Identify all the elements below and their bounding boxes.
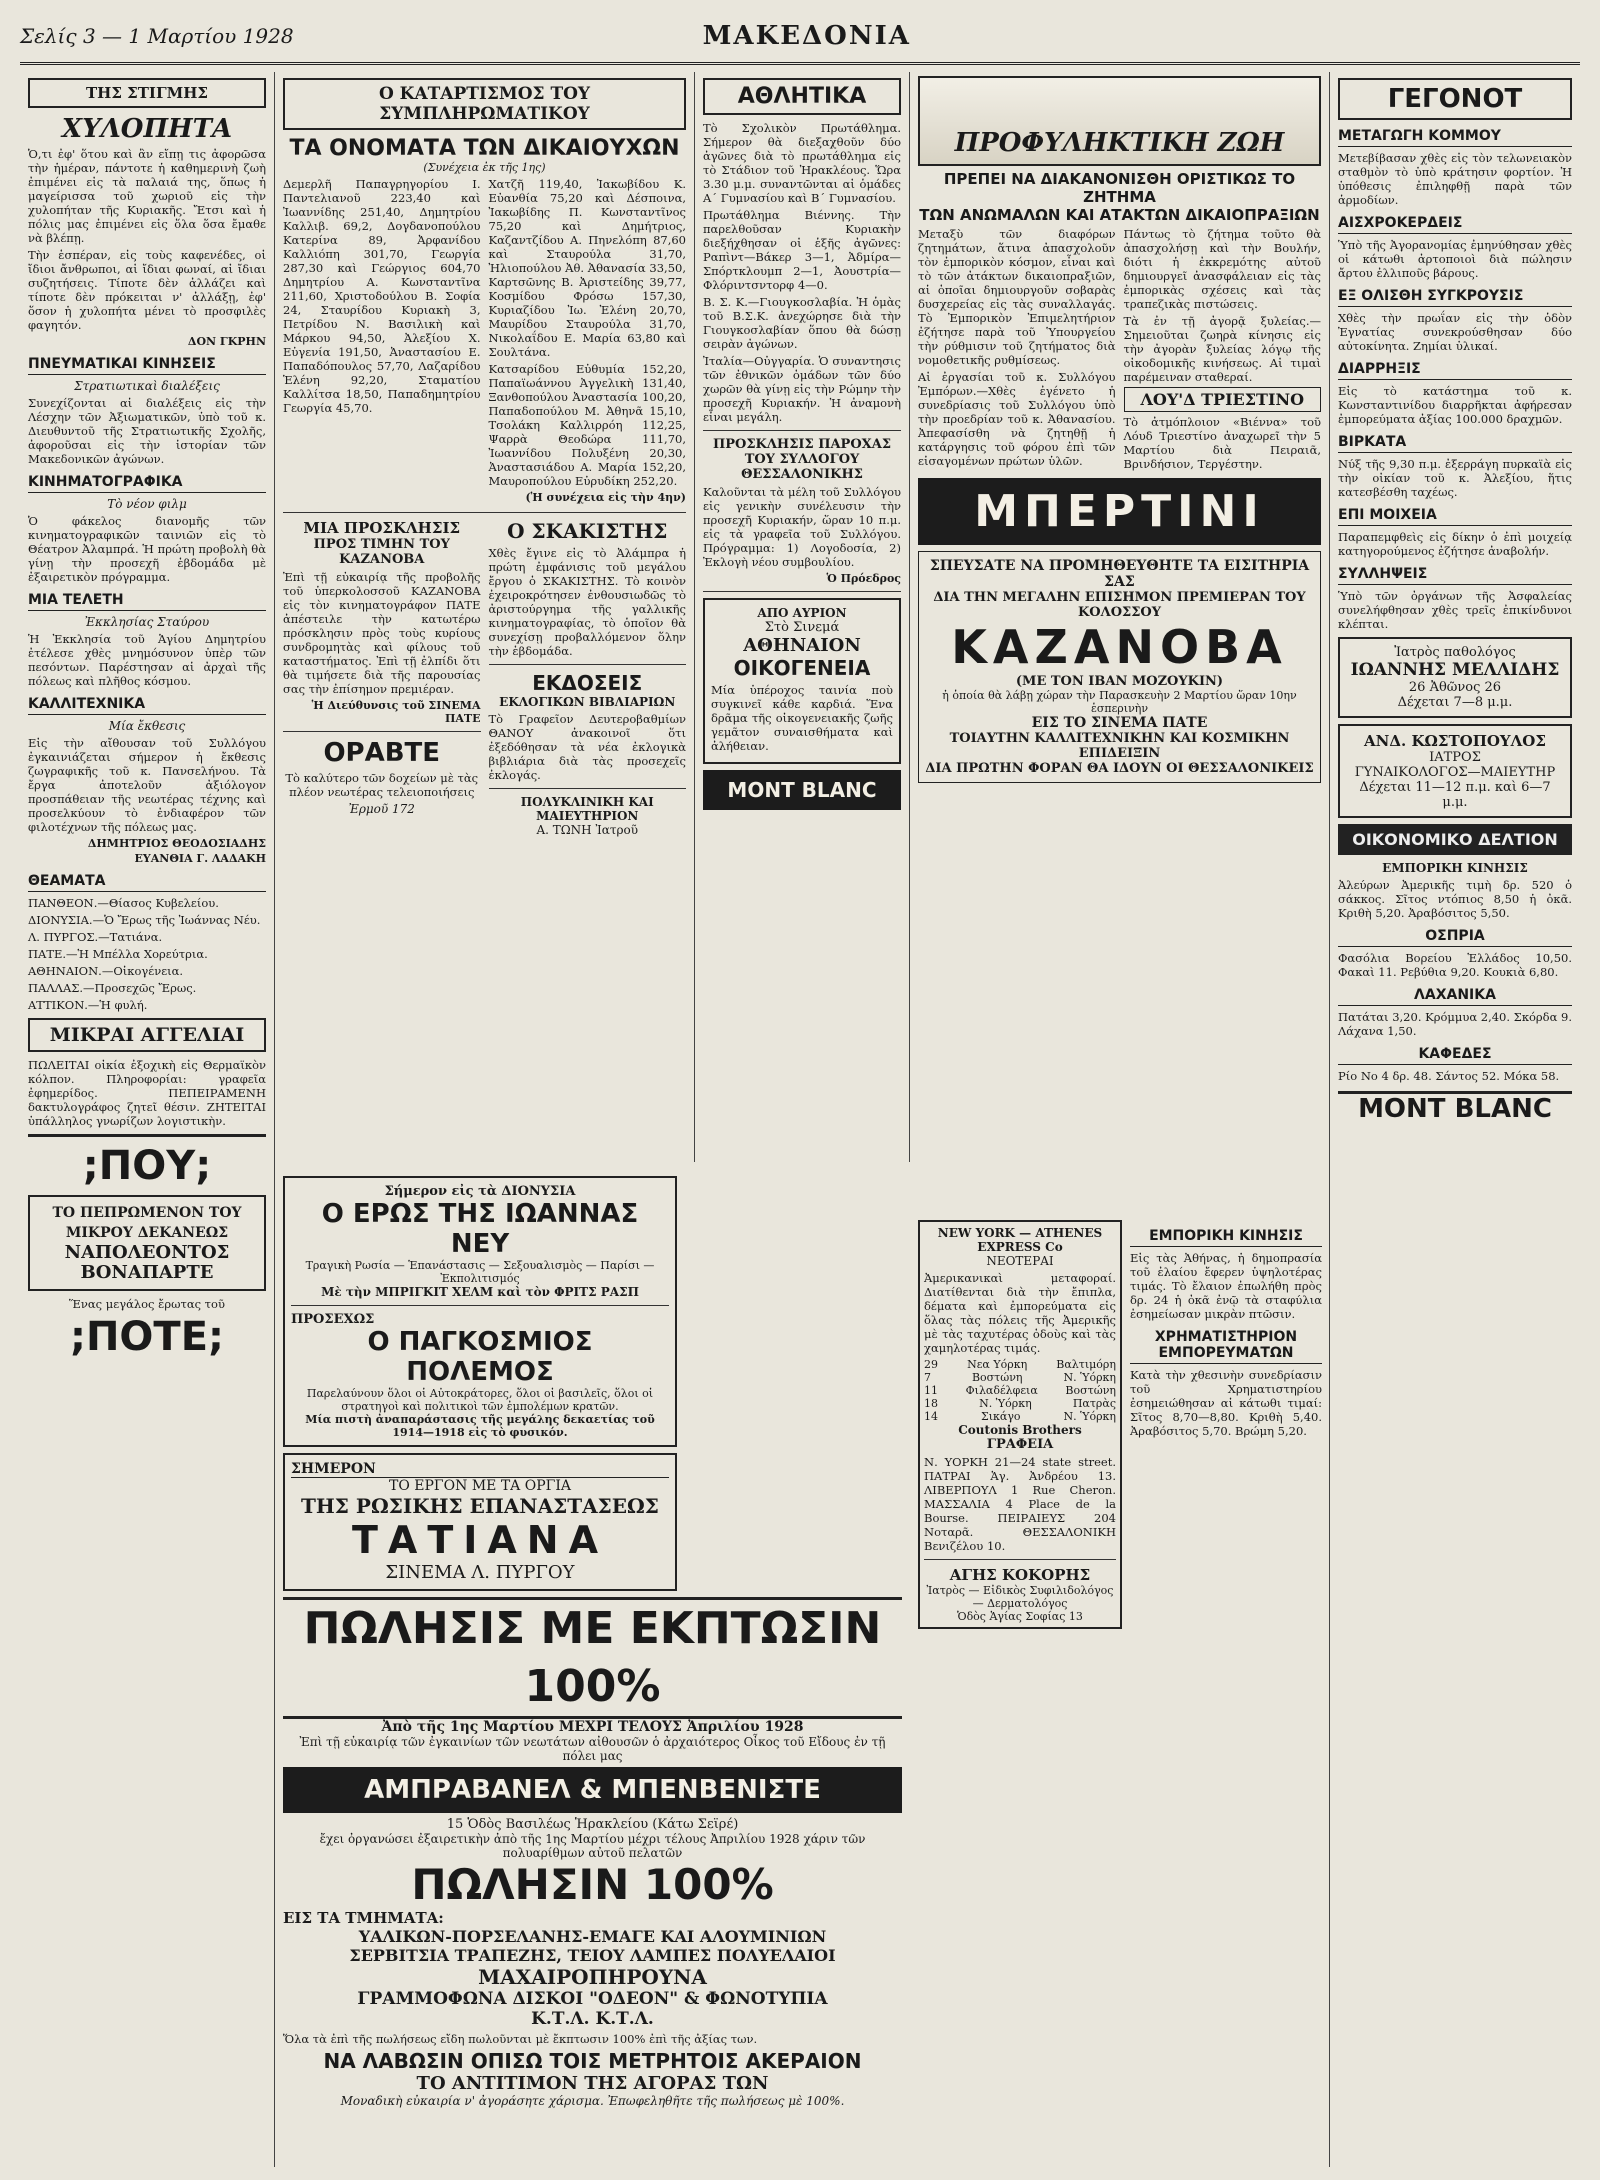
headline-dikaiouchoi: ΤΑ ΟΝΟΜΑΤΑ ΤΩΝ ΔΙΚΑΙΟΥΧΩΝ (289, 136, 680, 161)
ad-line: ΔΙΑ ΠΡΩΤΗΝ ΦΟΡΑΝ ΘΑ ΙΔΟΥΝ ΟΙ ΘΕΣΣΑΛΟΝΙΚΕΙΣ (925, 761, 1314, 776)
express-sub: ΝΕΟΤΕΡΑΙ (986, 1254, 1054, 1268)
ad-line: ΒΟΝΑΠΑΡΤΕ (80, 1262, 214, 1283)
ad-line: Τραγικὴ Ρωσία — Ἑπανάστασις — Σεξουαλισμὸς — Παρίσι — Ἐκπολιτισμός (305, 1259, 655, 1285)
newspaper-title: ΜΑΚΕΔΟΝΙΑ (702, 21, 911, 51)
ad-line: ΙΩΑΝΝΗΣ ΜΕΛΛΙΔΗΣ (1350, 660, 1560, 680)
department-item: ΥΑΛΙΚΩΝ-ΠΟΡΣΕΛΑΝΗΣ-ΕΜΑΓΕ ΚΑΙ ΑΛΟΥΜΙΝΙΩΝ (358, 1927, 827, 1946)
department-item: ΣΕΡΒΙΤΣΙΑ ΤΡΑΠΕΖΗΣ, ΤΕΙΟΥ ΛΑΜΠΕΣ ΠΟΛΥΕΛΑΙΟΙ (349, 1946, 836, 1965)
sale-headline: ΠΩΛΗΣΙΣ ΜΕ ΕΚΠΤΩΣΙΝ 100% (283, 1597, 902, 1719)
signature: Ἡ Διεύθυνσις τοῦ ΣΙΝΕΜΑ ΠΑΤΕ (311, 699, 481, 725)
column-3 (695, 72, 910, 1162)
headline-syllogos: ΠΡΟΣΚΛΗΣΙΣ ΠΑΡΟΧΑΣ ΤΟΥ ΣΥΛΛΟΓΟΥ ΘΕΣΣΑΛΟΝΙΚΗΣ (712, 437, 892, 482)
ad-pou-heading: ;ΠΟΥ; (82, 1143, 212, 1189)
sale-dates: Ἀπὸ τῆς 1ης Μαρτίου ΜΕΧΡΙ ΤΕΛΟΥΣ Ἀπριλίου 1928 (381, 1719, 804, 1735)
section-subheading: Τὸ νέον φιλμ (107, 497, 187, 511)
sailing-row: 29 Νεα Υόρκη Βαλτιμόρη (924, 1358, 1116, 1371)
shop-footer: Μοναδικὴ εὐκαιρία ν' ἀγοράσητε χάρισμα. Ἐπωφεληθῆτε τῆς πωλήσεως μὲ 100%. (340, 2094, 845, 2108)
ad-text: Τὸ καλύτερο τῶν δοχείων μὲ τὰς πλέον νεωτέρας τελειοποιήσεις (285, 771, 479, 799)
section-heading: ΠΝΕΥΜΑΤΙΚΑΙ ΚΙΝΗΣΕΙΣ (28, 356, 266, 375)
section-heading: ΚΙΝΗΜΑΤΟΓΡΑΦΙΚΑ (28, 474, 266, 493)
ad-line: 26 Ἀθῶνος 26 (1408, 680, 1502, 695)
section-heading: ΘΕΑΜΑΤΑ (28, 873, 266, 892)
article-text: Δεμερλῆ Παπαγρηγορίου Ι. Παντελιανοῦ 223,40 καὶ Ἰωαννίδης 251,40, Δημητρίου Καλλιβ. 69,2, Δογδανοπούλου Κατερίνα 89, Ἀρφανίδου Καλλιόπη 301,70, Γεωργία 287,30 καὶ Γεώργιος 604,70 Δημητρίου Α. Κωνσταντῖνα 211,60, Χριστοδούλου Β. Σοφία 24, Σταυρίδου Κυριακὴ 3, Πετρίδου Ν. Βασιλικὴ καὶ Μάρκου 94,50, Ἀλεξίου Χ. Εὐγενία 191,50, Ἀναστασίου Ε. Παπαδόπουλος 57,70, Λαζαρίδου Ἑλένη 92,20, Σταματίου Καλλίτσα 18,50, Παπαδημητρίου Γεωργία 45,70. (283, 177, 481, 415)
theater-listing: ΠΑΤΕ.—Ἡ Μπέλλα Χορεύτρια. (28, 947, 208, 961)
section-heading: ΕΜΠΟΡΙΚΗ ΚΙΝΗΣΙΣ (1130, 1228, 1322, 1247)
shop-departments-label: ΕΙΣ ΤΑ ΤΜΗΜΑΤΑ: (283, 1909, 444, 1927)
ad-line: ΕΙΣ ΤΟ ΣΙΝΕΜΑ ΠΑΤΕ (1031, 715, 1208, 731)
lower-ads-block (275, 1170, 910, 2170)
ad-film-title: Ο ΠΑΓΚΟΣΜΙΟΣ ΠΟΛΕΜΟΣ (367, 1327, 593, 1387)
article-text: Κατὰ τὴν χθεσινὴν συνεδρίασιν τοῦ Χρηματιστηρίου ἐσημειώθησαν αἱ κάτωθι τιμαί: Σῖτος 8,70—8,80. Κριθὴ 5,40. Ἀραβόσιτος 5,70. Βρώμη 5,20. (1130, 1368, 1322, 1438)
ad-line: Μία πιστὴ ἀναπαράστασις τῆς μεγάλης δεκαετίας τοῦ 1914—1918 εἰς τὸ φυσικόν. (305, 1413, 655, 1439)
ad-label: ΠΡΟΣΕΧΩΣ (291, 1312, 375, 1327)
masthead (20, 10, 1580, 65)
section-heading: ΧΡΗΜΑΤΙΣΤΗΡΙΟΝ ΕΜΠΟΡΕΥΜΑΤΩΝ (1130, 1329, 1322, 1364)
signature: Ὁ Πρόεδρος (826, 572, 901, 585)
ad-line: ΤΟΙΑΥΤΗΝ ΚΑΛΛΙΤΕΧΝΙΚΗΝ ΚΑΙ ΚΟΣΜΙΚΗΝ ΕΠΙΔΕΙΞΙΝ (949, 731, 1290, 761)
article-text: Πατάται 3,20. Κρόμμυα 2,40. Σκόρδα 9. Λάχανα 1,50. (1338, 1010, 1573, 1038)
ad-lloyd: ΛΟΥ'Δ ΤΡΙΕΣΤΙΝΟ (1124, 387, 1322, 412)
section-heading: ΑΙΣΧΡΟΚΕΡΔΕΙΣ (1338, 215, 1572, 234)
headline-prosklisis: ΜΙΑ ΠΡΟΣΚΛΗΣΙΣ (303, 519, 461, 537)
doctor-ad-mellidis (1338, 637, 1572, 718)
article-text: Αἱ ἐργασίαι τοῦ κ. Συλλόγου Ἐμπόρων.—Χθὲς ἐγένετο ἡ συνεδρίασις τοῦ Συλλόγου ὑπὸ τὴν προεδρίαν τοῦ κ. Ἀθανασίου. Ἀπεφασίσθη νὰ ζητηθῇ ἡ κατάργησις τοῦ φόρου ἐπὶ τῶν εἰσαγομένων πρώτων ὑλῶν. (918, 370, 1116, 468)
ad-line: ΣΙΝΕΜΑ Λ. ΠΥΡΓΟΥ (385, 1562, 575, 1583)
shop-address: 15 Ὁδὸς Βασιλέως Ἡρακλείου (Κάτω Σεϊρέ) (446, 1817, 739, 1832)
section-heading: ΚΑΦΕΔΕΣ (1338, 1046, 1572, 1065)
article-text: Χθὲς ἔγινε εἰς τὸ Ἀλάμπρα ἡ πρώτη ἐμφάνισις τοῦ μεγάλου ἔργου ὁ ΣΚΑΚΙΣΤΗΣ. Τὸ κοινὸν ἐχειροκρότησεν ἐνθουσιωδῶς τὸ ἀριστούργημα τῆς γαλλικῆς κινηματογραφίας, τὸ ὁποῖον θὰ συνεχίσῃ προβαλλόμενον ὅλην τὴν ἑβδομάδα. (488, 546, 686, 658)
express-title: NEW YORK — ATHENES EXPRESS Co (937, 1226, 1103, 1254)
napoleon-ad (28, 1195, 266, 1291)
kazanova-ad (918, 551, 1321, 783)
doctor-ad-kostopoulos (1338, 724, 1572, 818)
headline-kartismos: Ο ΚΑΤΑΡΤΙΣΜΟΣ ΤΟΥ ΣΥΜΠΛΗΡΩΜΑΤΙΚΟΥ (283, 78, 686, 130)
article-text: Χατζῆ 119,40, Ἰακωβίδου Κ. Εὐανθία 75,20 καὶ Δέσποινα, Ἰακωβίδης Π. Κωνσταντῖνος 75,20 καὶ Δημήτριος, Καζαντζίδου Α. Πηνελόπη 87,60 καὶ Σταυρούλα 31,70, Ἠλιοπούλου Ἀθ. Ἀθανασία 33,50, Καρτσῶνης Β. Ἀριστείδης 39,77, Κοσμίδου Φρόσω 157,30, Κυριαζίδου Ἰω. Ἑλένη 20,70, Μαυρίδου Σταυρούλα 31,70, Νικολαΐδου Ε. Μαρία 63,80 καὶ Σουλτάνα. (488, 177, 686, 359)
section-subheading: ΕΜΠΟΡΙΚΗ ΚΙΝΗΣΙΣ (1382, 861, 1528, 875)
ad-line: (ΜΕ ΤΟΝ ΙΒΑΝ ΜΟΖΟΥΚΙΝ) (1015, 674, 1224, 689)
article-text: Συνεχίζονται αἱ διαλέξεις εἰς τὴν Λέσχην τῶν Ἀξιωματικῶν, ὑπὸ τοῦ κ. Διευθυντοῦ τῆς Στρατιωτικῆς Σχολῆς, ἀφοροῦσαι εἰς τὴν ἱστορίαν τῶν Μακεδονικῶν ἀγώνων. (28, 396, 266, 466)
article-text: Ὁ,τι ἐφ' ὅτου καὶ ἂν εἴπῃ τις ἀφορῶσα τὴν ἡμέραν, πάντοτε ἡ καθημερινὴ ζωὴ ἐπιμένει εἰς τὰ παλαιά της, ὅπως ἡ μαγείρισσα τοῦ χωριοῦ εἰς τὴν χυλοπήταν τῆς Κυριακῆς. Ἔτσι καὶ ἡ πόλις μας ἐπιμένει εἰς ὅλα ὅσα ἔμαθε νὰ βλέπῃ. (28, 147, 266, 245)
ad-line: ΟΙΚΟΓΕΝΕΙΑ (733, 656, 871, 680)
ad-line: ΑΠΟ ΑΥΡΙΟΝ (757, 606, 847, 620)
article-text: Ἀλεύρων Ἀμερικῆς τιμὴ δρ. 520 ὁ σάκκος. Σῖτος ντόπιος 8,50 ἡ ὀκᾶ. Κριθὴ 5,20. Ἀραβόσιτος 5,50. (1338, 878, 1572, 920)
shop-text: Ὅλα τὰ ἐπὶ τῆς πωλήσεως εἴδη πωλοῦνται μὲ ἔκπτωσιν 100% ἐπὶ τῆς ἀξίας των. (283, 2032, 758, 2046)
theater-listing: ΠΑΝΘΕΟΝ.—Θίασος Κυβελείου. (28, 896, 219, 910)
article-text: Πάντως τὸ ζήτημα τοῦτο θὰ ἀπασχολήσῃ καὶ τὴν Βουλήν, διότι ἡ ἐκκρεμότης αὐτοῦ δημιουργεῖ ἀνασφάλειαν εἰς τὰς ἐμπορικὰς σχέσεις καὶ τὰς τραπεζικὰς πιστώσεις. (1123, 227, 1321, 311)
article-text: Β. Σ. Κ.—Γιουγκοσλαβία. Ἡ ὁμὰς τοῦ Β.Σ.Κ. ἀνεχώρησε διὰ τὴν Γιουγκοσλαβίαν ὅπου θὰ δώσῃ σειρὰν ἀγώνων. (703, 295, 901, 351)
article-text: Ἰταλία—Οὐγγαρία. Ὁ συναντησις τῶν ἐθνικῶν ὁμάδων τῶν δύο χωρῶν θὰ γίνῃ εἰς τὴν Ρώμην τὴν προσεχῆ Κυριακήν. Ἡ ἀναμονὴ εἶναι μεγάλη. (703, 354, 901, 424)
column-2 (275, 72, 695, 1162)
express-text: Ἀμερικανικαὶ μεταφοραί. Διατίθενται διὰ τὴν ἔπιπλα, δέματα καὶ ἐμπορεύματα εἰς ὅλας τὰς πόλεις τῆς Ἀμερικῆς μὲ τὰς ταχυτέρας ὁδοὺς καὶ τὰς χαμηλοτέρας τιμάς. (924, 1271, 1116, 1355)
article-text: Τὴν ἑσπέραν, εἰς τοὺς καφενέδες, οἱ ἴδιοι ἄνθρωποι, αἱ ἴδιαι φωναί, αἱ ἴδιαι συζητήσεις. Τίποτε δὲν ἀλλάζει καὶ τίποτε δὲν πρόκειται ν' ἀλλάξῃ, ἐφ' ὅσον ἡ χυλοπήτα μένει τὸ προσφιλὲς φαγητόν. (28, 248, 266, 332)
signature: ΔΗΜΗΤΡΙΟΣ ΘΕΟΔΟΣΙΑΔΗΣ (87, 837, 266, 850)
article-text: Καλοῦνται τὰ μέλη τοῦ Συλλόγου εἰς γενικὴν συνέλευσιν τὴν προσεχῆ Κυριακήν, ὥραν 10 π.μ. εἰς τὰ γραφεῖα τοῦ Συλλόγου. Πρόγραμμα: 1) Λογοδοσία, 2) Ἐκλογὴ νέου συμβουλίου. (703, 485, 901, 569)
ad-line: ΜΙΚΡΟΥ ΔΕΚΑΝΕΩΣ (65, 1225, 229, 1241)
headline-kazanova: ΠΡΟΣ ΤΙΜΗΝ ΤΟΥ ΚΑΖΑΝΟΒΑ (313, 537, 450, 567)
dionysia-ad (283, 1176, 677, 1447)
doctor-ad-line: Ὁδὸς Ἁγίας Σοφίας 13 (957, 1610, 1083, 1623)
signature: ΕΥΑΝΘΙΑ Γ. ΛΑΔΑΚΗ (134, 852, 266, 865)
headline-ekdoseis: ΕΚΔΟΣΕΙΣ (532, 671, 643, 695)
article-text: Ἐπὶ τῇ εὐκαιρίᾳ τῆς προβολῆς τοῦ ὑπερκολοσσοῦ ΚΑΖΑΝΟΒΑ εἰς τὸν κινηματογράφον ΠΑΤΕ ἀπέστειλε τὴν κατωτέρω πρόσκλησιν πρὸς τοὺς κυρίους συνδρομητὰς καὶ φίλους τοῦ καταστήματος. Ἐπὶ τῇ ἐλπίδι ὅτι θὰ τιμήσετε διὰ τῆς παρουσίας σας τὴν ἐπίσημον πρεμιέραν. (283, 570, 481, 696)
ad-line: ΤΗΣ ΡΩΣΙΚΗΣ ΕΠΑΝΑΣΤΑΣΕΩΣ (301, 1494, 659, 1518)
section-heading: ΕΞ ΟΛΙΣΘΗ ΣΥΓΚΡΟΥΣΙΣ (1338, 288, 1572, 307)
theater-listing: ΔΙΟΝΥΣΙΑ.—Ὁ Ἔρως τῆς Ἰωάννας Νέυ. (28, 913, 261, 927)
shop-name-banner: ΑΜΠΡΑΒΑΝΕΛ & ΜΠΕΝΒΕΝΙΣΤΕ (283, 1767, 902, 1813)
ad-line: ΑΝΔ. ΚΩΣΤΟΠΟΥΛΟΣ (1364, 732, 1546, 750)
sailing-row: 11 Φιλαδέλφεια Βοστώνη (924, 1384, 1116, 1397)
tatiana-ad (283, 1453, 677, 1591)
article-text: Ὑπὸ τῶν ὀργάνων τῆς Ἀσφαλείας συνελήφθησαν χθὲς τρεῖς ἐπικίνδυνοι κλέπται. (1338, 589, 1572, 631)
classifieds-heading: ΜΙΚΡΑΙ ΑΓΓΕΛΙΑΙ (28, 1018, 266, 1052)
shop-refund-line: ΤΟ ΑΝΤΙΤΙΜΟΝ ΤΗΣ ΑΓΟΡΑΣ ΤΩΝ (416, 2073, 769, 2094)
vignette-title: ΠΡΟΦΥΛΗΚΤΙΚΗ ΖΩΗ (954, 128, 1285, 158)
express-offices-label: ΓΡΑΦΕΙΑ (986, 1437, 1054, 1452)
article-text: Τὸ ἀτμόπλοιον «Βιέννα» τοῦ Λόυδ Τριεστίνο ἀναχωρεῖ τὴν 5 Μαρτίου διὰ Πειραιᾶ, Βρινδήσιον, Τεργέστην. (1123, 415, 1321, 471)
section-heading: ΔΙΑΡΡΗΞΙΣ (1338, 361, 1572, 380)
rubric-gegonota: ΓΕΓΟΝΟΤ (1338, 78, 1572, 120)
theater-listing: ΠΑΛΛΑΣ.—Προσεχῶς Ἔρως. (28, 981, 197, 995)
article-text: Ἡ Ἐκκλησία τοῦ Ἁγίου Δημητρίου ἐτέλεσε χθὲς μνημόσυνον ὑπὲρ τῶν πεσόντων. Παρέστησαν αἱ ἀρχαὶ τῆς πόλεως καὶ πλῆθος κόσμου. (28, 632, 266, 688)
headline-athlitika: ΑΘΛΗΤΙΚΑ (703, 78, 901, 115)
section-subheading: Ἐκκλησίας Σταύρου (84, 615, 210, 629)
article-text: Εἰς τὰς Ἀθήνας, ἡ δημοπρασία τοῦ ἐλαίου ἔφερεν ὑψηλοτέρας τιμάς. Τὸ ἔλαιον ἐπωλήθη πρὸς δρ. 24 ἡ ὀκᾶ ἐνῷ τὰ σταφύλια ἐσημείωσαν μικρὰν πτῶσιν. (1130, 1251, 1322, 1321)
ad-kazanova-title: ΚΑΖΑΝΟΒΑ (951, 620, 1288, 674)
ad-address: Ἐρμοῦ 172 (348, 802, 415, 816)
lower-column-4 (910, 1220, 1330, 2170)
sailing-row: 7 Βοστώνη Ν. Ὑόρκη (924, 1371, 1116, 1384)
article-text: Νύξ τῆς 9,30 π.μ. ἐξερράγη πυρκαϊὰ εἰς τὴν οἰκίαν τοῦ κ. Ἀλεξίου, ἥτις κατεσβέσθη ταχέως. (1338, 457, 1572, 499)
continuation-note: (Ἡ συνέχεια εἰς τὴν 4ην) (525, 491, 686, 504)
ad-label: ΣΗΜΕΡΟΝ (291, 1461, 669, 1478)
section-heading: ΛΑΧΑΝΙΚΑ (1338, 987, 1572, 1006)
article-text: Ρίο Νο 4 δρ. 48. Σάντος 52. Μόκα 58. (1338, 1069, 1560, 1083)
express-offices: Ν. ΥΟΡΚΗ 21—24 state street. ΠΑΤΡΑΙ Ἁγ. Ἀνδρέου 13. ΛΙΒΕΡΠΟΥΛ 1 Rue Cheron. ΜΑΣΣΑΛΙΑ 4 Place de la Bourse. ΠΕΙΡΑΙΕΥΣ 204 Νοταρᾶ. ΘΕΣΣΑΛΟΝΙΚΗ Βενιζέλου 10. (924, 1455, 1116, 1553)
headline-ekdoseis-sub: ΕΚΛΟΓΙΚΩΝ ΒΙΒΛΙΑΡΙΩΝ (499, 695, 676, 709)
article-text: Φασόλια Βορείου Ἑλλάδος 10,50. Φακαὶ 11. Ρεβύθια 9,20. Κουκιὰ 6,80. (1338, 951, 1572, 979)
article-text: Εἰς τὸ κατάστημα τοῦ κ. Κωνσταντινίδου διαρρῆκται ἀφήρεσαν ἐμπορεύματα ἀξίας 100.000 δραχμῶν. (1338, 384, 1572, 426)
mont-blanc-ad: MONT BLANC (1338, 1091, 1572, 1124)
article-text: Πρωτάθλημα Βιέννης. Τὴν παρελθοῦσαν Κυριακὴν διεξήχθησαν οἱ ἑξῆς ἀγῶνες: Ραπὶντ—Βάκερ 3—1, Ἀδμίρα—Σπόρτκλουμπ 2—1, Ἀουστρία—Φλόριντσντορφ 4—0. (703, 208, 901, 292)
ad-line: Δέχεται 7—8 μ.μ. (1397, 695, 1513, 710)
article-text: Ὁ φάκελος διανομῆς τῶν κινηματογραφικῶν ταινιῶν εἰς τὸ Θέατρον Ἀλαμπρά. Ἡ πρώτη προβολὴ θὰ γίνῃ τὴν προσεχῆ ἑβδομάδα μὲ ἐξαιρετικὸν πρόγραμμα. (28, 514, 266, 584)
article-text: Τὰ ἐν τῇ ἀγορᾷ ξυλείας.—Σημειοῦται ζωηρὰ κίνησις εἰς τὴν ἀγορὰν ξυλείας λόγῳ τῆς οἰκοδομικῆς κινήσεως. Αἱ τιμαὶ παρέμειναν σταθεραί. (1123, 314, 1321, 384)
article-text: Μεταξὺ τῶν διαφόρων ζητημάτων, ἅτινα ἀπασχολοῦν τὸν ἐμπορικὸν κόσμον, εἶναι καὶ τὸ τῶν ἀτάκτων δικαιοπραξιῶν, αἱ ὁποῖαι δημιουργοῦν σοβαρὰς δυσχερείας εἰς τὰς συναλλαγάς. Τὸ Ἐμπορικὸν Ἐπιμελητήριον ἐζήτησε παρὰ τοῦ Ὑπουργείου τὴν ρύθμισιν τοῦ ζητήματος διὰ νομοθετικῆς ρυθμίσεως. (918, 227, 1116, 367)
theater-listing: Λ. ΠΥΡΓΟΣ.—Τατιάνα. (28, 930, 163, 944)
ad-line: Μὲ τὴν ΜΠΡΙΓΚΙΤ ΧΕΛΜ καὶ τὸν ΦΡΙΤΣ ΡΑΣΠ (321, 1285, 639, 1299)
ad-line: Σήμερον εἰς τὰ ΔΙΟΝΥΣΙΑ (384, 1184, 576, 1199)
signature: ΔΟΝ ΓΚΡΗΝ (187, 335, 266, 348)
ad-line: ἡ ὁποία θὰ λάβῃ χώραν τὴν Παρασκευὴν 2 Μαρτίου ὥραν 10ην ἑσπερινὴν (942, 689, 1297, 715)
ad-polyklinik: ΠΟΛΥΚΛΙΝΙΚΗ ΚΑΙ ΜΑΙΕΥΤΗΡΙΟΝ (520, 795, 654, 823)
continuation-note: (Συνέχεια ἐκ τῆς 1ης) (423, 161, 546, 174)
ad-line: ΝΑΠΟΛΕΟΝΤΟΣ (64, 1242, 230, 1263)
sailing-row: 14 Σικάγο Ν. Ὑόρκη (924, 1410, 1116, 1423)
ad-line: ΤΟ ΕΡΓΟΝ ΜΕ ΤΑ ΟΡΓΙΑ (389, 1478, 571, 1494)
doctor-ad-line: Ἰατρὸς — Εἰδικὸς Συφιλιδολόγος — Δερματολόγος (926, 1584, 1114, 1610)
theater-listing: ΑΤΤΙΚΟΝ.—Ἡ φυλή. (28, 998, 148, 1012)
express-company: Coutonis Brothers (958, 1423, 1082, 1437)
section-heading: ΣΥΛΛΗΨΕΙΣ (1338, 566, 1572, 585)
ad-line: ΙΑΤΡΟΣ (1429, 750, 1481, 765)
doctor-ad-kokoris: ΑΓΗΣ ΚΟΚΟΡΗΣ (949, 1566, 1091, 1584)
article-text: Εἰς τὴν αἴθουσαν τοῦ Συλλόγου ἐγκαινιάζεται σήμερον ἡ ἔκθεσις ζωγραφικῆς τοῦ κ. Πανσελήνου. Τὰ ἔργα ἀποτελοῦν ἀξιόλογον προσπάθειαν τῆς νεωτέρας τέχνης καὶ προσελκύουν τὸ ἐνδιαφέρον τῶν φιλοτέχνων τῆς πόλεως μας. (28, 736, 266, 834)
department-item: ΓΡΑΜΜΟΦΩΝΑ ΔΙΣΚΟΙ "ΟΔΕΟΝ" & ΦΩΝΟΤΥΠΙΑ (357, 1989, 828, 2009)
mont-blanc-ad: MONT BLANC (703, 770, 901, 810)
section-heading: ΕΠΙ ΜΟΙΧΕΙΑ (1338, 507, 1572, 526)
ad-line: ΣΠΕΥΣΑΤΕ ΝΑ ΠΡΟΜΗΘΕΥΘΗΤΕ ΤΑ ΕΙΣΙΤΗΡΙΑ ΣΑΣ (929, 558, 1310, 590)
shop-refund-line: ΝΑ ΛΑΒΩΣΙΝ ΟΠΙΣΩ ΤΟΙΣ ΜΕΤΡΗΤΟΙΣ ΑΚΕΡΑΙΟΝ (323, 2049, 862, 2073)
section-heading: ΚΑΛΛΙΤΕΧΝΙΚΑ (28, 696, 266, 715)
section-heading: ΜΙΑ ΤΕΛΕΤΗ (28, 592, 266, 611)
ad-line: ΑΘΗΝΑΙΟΝ (743, 635, 861, 656)
bertini-ad: ΜΠΕΡΤΙΝΙ (918, 478, 1321, 545)
section-heading: ΒΙΡΚΑΤΑ (1338, 434, 1572, 453)
article-text: Τὸ Σχολικὸν Πρωτάθλημα. Σήμερον θὰ διεξαχθοῦν δύο ἀγῶνες διὰ τὸ πρωτάθλημα εἰς τὸ Στάδιον τοῦ Ἡρακλέους. Ὥρα 3.30 μ.μ. συναντῶνται αἱ ὁμάδες Α΄ Γυμνασίου καὶ Β΄ Γυμνασίου. (703, 121, 901, 205)
ad-line: Δέχεται 11—12 π.μ. καὶ 6—7 μ.μ. (1359, 780, 1551, 810)
section-subheading: Στρατιωτικαὶ διαλέξεις (74, 379, 220, 393)
date-line: Σελίς 3 — 1 Μαρτίου 1928 (20, 24, 294, 48)
ad-orabte: ΟΡΑΒΤΕ (323, 738, 441, 768)
article-text: Παραπεμφθεὶς εἰς δίκην ὁ ἐπὶ μοιχείᾳ κατηγορούμενος ἐζήτησε ἀναβολήν. (1338, 530, 1572, 558)
article-text: Κατσαρίδου Εὐθυμία 152,20, Παπαϊωάννου Ἀγγελικὴ 131,40, Ξανθοπούλου Ἀναστασία 100,20, Παπαδοπούλου Μ. Ἀθηνᾶ 15,10, Τσολάκη Καλλιρρόη 112,25, Ψαρρὰ Θεοδώρα 111,70, Ἰωαννίδου Πολυξένη 20,30, Ἀναστασιάδου Α. Μαρία 152,20, Μαυροπούλου Εὐρυδίκη 252,20. (488, 362, 686, 488)
section-subheading: Μία ἔκθεσις (108, 719, 186, 733)
rubric-label: ΤΗΣ ΣΤΙΓΜΗΣ (28, 78, 266, 108)
ad-pote-heading: ;ΠΟΤΕ; (69, 1314, 225, 1360)
department-item: Κ.Τ.Λ. Κ.Τ.Λ. (531, 2009, 654, 2029)
article-text: Μετεβίβασαν χθὲς εἰς τὸν τελωνειακὸν σταθμὸν τὸ ὑπὸ κράτησιν φορτίον. Ἡ ὑπόθεσις ἐπιληφθῇ παρὰ τῶν ἁρμοδίων. (1338, 151, 1572, 207)
section-heading: ΜΕΤΑΓΩΓΗ ΚΟΜΜΟΥ (1338, 128, 1572, 147)
headline-zitima: ΠΡΕΠΕΙ ΝΑ ΔΙΑΚΑΝΟΝΙΣΘΗ ΟΡΙΣΤΙΚΩΣ ΤΟ ΖΗΤΗΜΑ (943, 170, 1296, 206)
sailing-row: 18 Ν. Ὑόρκη Πατρὰς (924, 1397, 1116, 1410)
ad-text: Ἕνας μεγάλος ἔρωτας τοῦ (69, 1297, 225, 1311)
column-5 (1330, 72, 1580, 2167)
ad-line: ΓΥΝΑΙΚΟΛΟΓΟΣ—ΜΑΙΕΥΤΗΡ (1354, 765, 1556, 780)
economic-bulletin-heading: ΟΙΚΟΝΟΜΙΚΟ ΔΕΛΤΙΟΝ (1338, 824, 1572, 855)
column-1 (20, 72, 275, 2167)
ad-line: Στὸ Σινεμά (764, 620, 840, 635)
article-text: Ὑπὸ τῆς Ἀγορανομίας ἐμηνύθησαν χθὲς οἱ κάτωθι ἀρτοποιοὶ διὰ πώλησιν ἄρτου ἐλλιποῦς βάρους. (1338, 238, 1572, 280)
headline-chylopita: ΧΥΛΟΠΗΤΑ (61, 114, 233, 144)
theater-listing: ΑΘΗΝΑΙΟΝ.—Οἰκογένεια. (28, 964, 184, 978)
ad-line: Ἰατρὸς παθολόγος (1394, 645, 1516, 660)
article-text: Χθὲς τὴν πρωΐαν εἰς τὴν ὁδὸν Ἐγνατίας συνεκρούσθησαν δύο αὐτοκίνητα. Ζημίαι ὑλικαί. (1338, 311, 1572, 353)
section-heading: ΟΣΠΡΙΑ (1338, 928, 1572, 947)
athinaion-ad (703, 598, 901, 764)
ad-line: Παρελαύνουν ὅλοι οἱ Αὐτοκράτορες, ὅλοι οἱ βασιλεῖς, ὅλοι οἱ στρατηγοὶ καὶ πολιτικοὶ τῶν ἐμπολέμων κρατῶν. (306, 1387, 654, 1413)
shop-sale-big: ΠΩΛΗΣΙΝ 100% (411, 1860, 774, 1909)
ad-line: ΔΙΑ ΤΗΝ ΜΕΓΑΛΗΝ ΕΠΙΣΗΜΟΝ ΠΡΕΜΙΕΡΑΝ ΤΟΥ ΚΟΛΟΣΣΟΥ (933, 590, 1306, 620)
ad-film-title: Ο ΕΡΩΣ ΤΗΣ ΙΩΑΝΝΑΣ ΝΕΥ (321, 1199, 639, 1259)
vignette-illustration (918, 76, 1321, 166)
ad-film-title: ΤΑΤΙΑΝΑ (351, 1518, 608, 1562)
ad-line: ΤΟ ΠΕΠΡΩΜΕΝΟΝ ΤΟΥ (52, 1205, 242, 1221)
shop-text: ἔχει ὀργανώσει ἐξαιρετικὴν ἀπὸ τῆς 1ης Μαρτίου μέχρι τέλους Ἀπριλίου 1928 χάριν τῶν πολυαρίθμων αὐτοῦ πελατῶν (319, 1832, 866, 1860)
headline-dikaiopraxion: ΤΩΝ ΑΝΩΜΑΛΩΝ ΚΑΙ ΑΤΑΚΤΩΝ ΔΙΚΑΙΟΠΡΑΞΙΩΝ (919, 206, 1320, 224)
article-text: Τὸ Γραφεῖον Δευτεροβαθμίων ΘΑΝΟΥ ἀνακοινοῖ ὅτι ἐξεδόθησαν τὰ νέα ἐκλογικὰ βιβλιάρια διὰ τὰς προσεχεῖς ἐκλογάς. (488, 712, 686, 782)
classified-text: ΠΩΛΕΙΤΑΙ οἰκία ἐξοχικὴ εἰς Θερμαϊκὸν κόλπον. Πληροφορίαι: γραφεῖα ἐφημερίδος. ΠΕΠΕΙΡΑΜΕΝΗ δακτυλογράφος ζητεῖ θέσιν. ΖΗΤΕΙΤΑΙ ὑπάλληλος γνωρίζων λογιστικὴν. (28, 1058, 266, 1128)
ad-text: Μία ὑπέροχος ταινία ποὺ συγκινεῖ κάθε καρδιά. Ἕνα δρᾶμα τῆς οἰκογενειακῆς ζωῆς γεμᾶτον συναισθήματα καὶ ἀλήθειαν. (711, 683, 893, 753)
sale-text: Ἐπὶ τῇ εὐκαιρίᾳ τῶν ἐγκαινίων τῶν νεωτάτων αἰθουσῶν ὁ ἀρχαιότερος Οἶκος τοῦ Εἴδους ἐν τῇ πόλει μας (299, 1735, 886, 1763)
ad-polyklinik-doctor: Α. ΤΩΝΗ Ἰατροῦ (536, 823, 639, 837)
headline-skakistis: Ο ΣΚΑΚΙΣΤΗΣ (507, 519, 668, 543)
department-item: ΜΑΧΑΙΡΟΠΗΡΟΥΝΑ (478, 1965, 707, 1989)
